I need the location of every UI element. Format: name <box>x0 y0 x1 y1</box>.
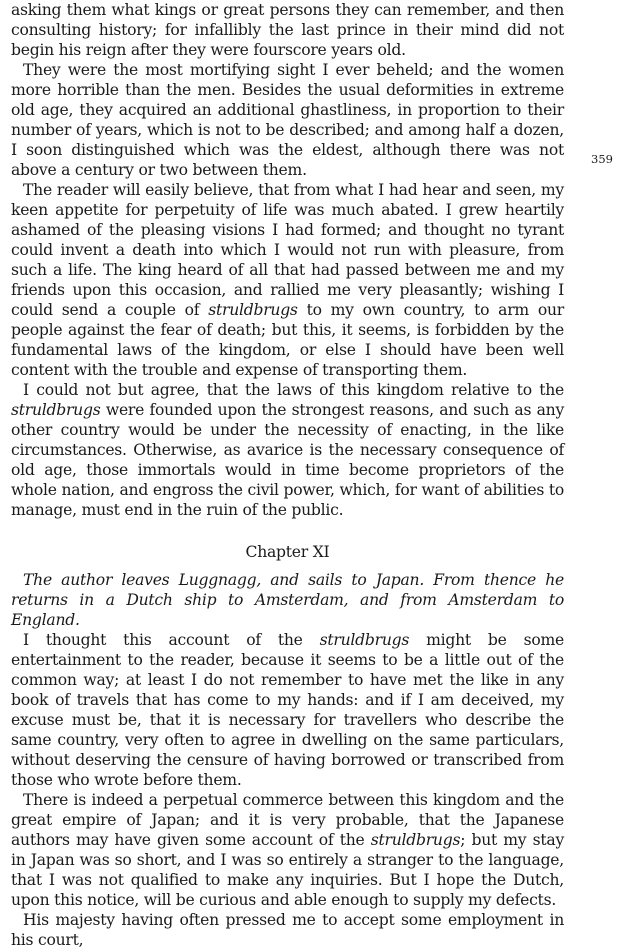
paragraphs-before-chapter <box>11 0 564 520</box>
paragraph <box>11 0 564 60</box>
paragraph <box>11 380 564 520</box>
text-run: were founded upon the strongest reasons, and such as any other country would be under the necessity of enacting, in the like circumstances. Otherwise, as avarice is the necessary consequence of old age, those immortals would in time become proprietors of the whole nation, and engross the civil power, which, for want of abilities to manage, must end in the ruin of the public. <box>11 401 564 519</box>
chapter-heading: Chapter XI <box>245 543 330 561</box>
italic-term: struldbrugs <box>11 401 101 419</box>
text-run: His majesty having often pressed me to accept some employment in his court, <box>11 911 564 949</box>
text-run: asking them what kings or great persons they can remember, and then consulting history; for infallibly the last prince in their mind did not begin his reign after they were fourscore years old. <box>11 1 564 59</box>
page-number: 359 <box>591 152 613 166</box>
paragraphs-after-chapter <box>11 630 564 950</box>
text-run: to my own country, to arm our people against the fear of death; but this, it seems, is forbidden by the fundamental laws of the kingdom, or else I should have been well content with the trouble and expense of transporting them. <box>11 301 564 379</box>
text-run: I thought this account of the <box>23 631 320 649</box>
italic-term: struldbrugs <box>208 301 298 319</box>
text-run: They were the most mortifying sight I ever beheld; and the women more horrible than the men. Besides the usual deformities in extreme old age, they acquired an additional ghastliness, in proportion to their number of years, which is not to be described; and among half a dozen, I soon distinguished which was the eldest, although there was not above a century or two between them. <box>11 61 564 179</box>
paragraph <box>11 630 564 790</box>
text-run: ; but my stay in Japan was so short, and I was so entirely a stranger to the language, that I was not qualified to make any inquiries. But I hope the Dutch, upon this notice, will be curious and able enough to supply my defects. <box>11 831 564 909</box>
text-run: There is indeed a perpetual commerce between this kingdom and the great empire of Japan; and it is very probable, that the Japanese authors may have given some account of the <box>11 791 564 849</box>
paragraph <box>11 180 564 380</box>
text-column <box>11 0 564 950</box>
text-run: I could not but agree, that the laws of this kingdom relative to the <box>23 381 564 399</box>
chapter-summary: The author leaves Luggnagg, and sails to Japan. From thence he returns in a Dutch ship to Amsterdam, and from Amsterdam to England. <box>11 571 564 629</box>
paragraph <box>11 910 564 950</box>
paragraph <box>11 60 564 180</box>
italic-term: struldbrugs <box>370 831 461 849</box>
text-run: The reader will easily believe, that from what I had hear and seen, my keen appetite for perpetuity of life was much abated. I grew heartily ashamed of the pleasing visions I had formed; and thought no tyrant could invent a death into which I would not run with pleasure, from such a life. The king heard of all that had passed between me and my friends upon this occasion, and rallied me very pleasantly; wishing I could send a couple of <box>11 181 564 319</box>
italic-term: struldbrugs <box>319 631 410 649</box>
text-run: might be some entertainment to the reader, because it seems to be a little out of the common way; at least I do not remember to have met the like in any book of travels that has come to my hands: and if I am deceived, my excuse must be, that it is necessary for travellers who describe the same country, very often to agree in dwelling on the same particulars, without deserving the censure of having borrowed or transcribed from those who wrote before them. <box>11 631 564 789</box>
paragraph <box>11 790 564 910</box>
